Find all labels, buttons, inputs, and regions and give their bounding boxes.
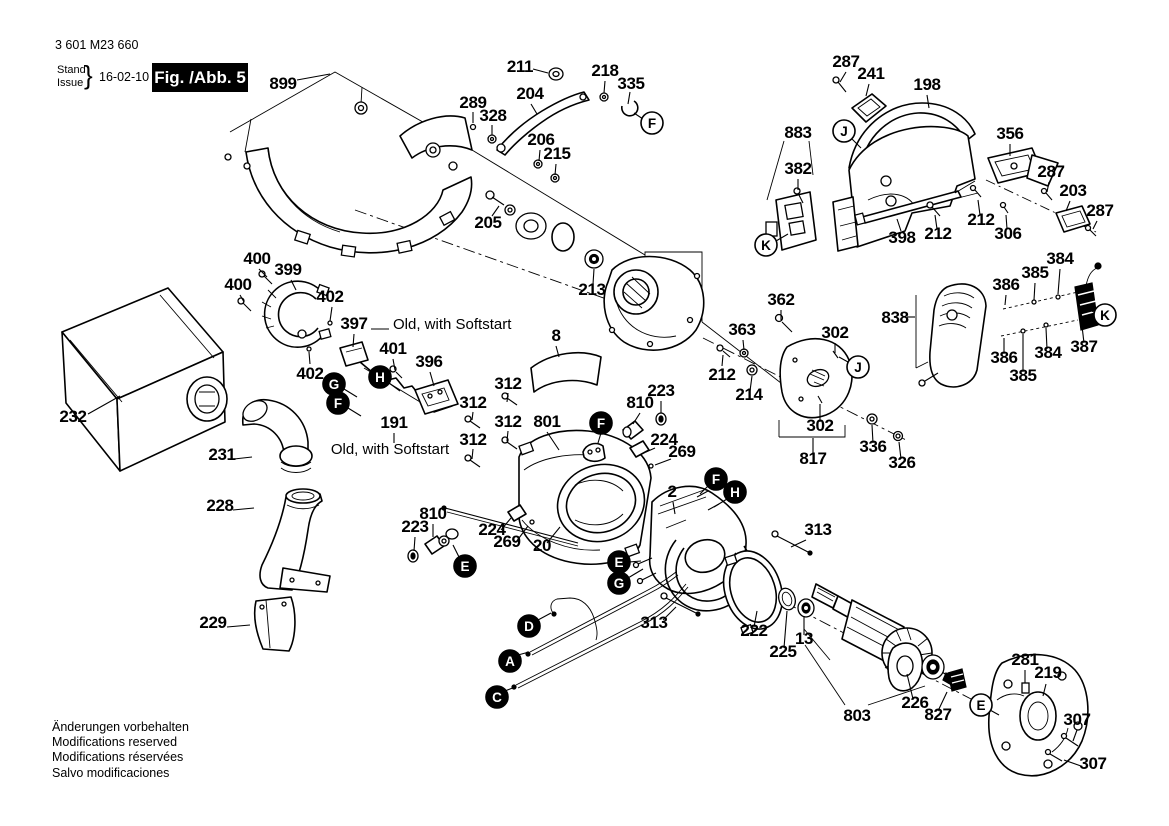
badge-letter: G: [613, 576, 625, 591]
part-label-287: 287: [832, 52, 860, 71]
pin-289: [471, 125, 476, 130]
part-label-213: 213: [578, 280, 606, 299]
ref-badge-k-outline: [1094, 304, 1116, 326]
part-label-386: 386: [990, 348, 1018, 367]
leader-12: [866, 84, 869, 96]
part-label-386: 386: [992, 275, 1020, 294]
leader-27: [330, 307, 332, 321]
part-label-810: 810: [626, 393, 654, 412]
screw-400a: [264, 276, 272, 284]
chute-228: [260, 489, 330, 592]
part-label-222: 222: [740, 621, 768, 640]
leader-0: [297, 74, 330, 80]
leader-2: [604, 81, 605, 93]
part-label-13: 13: [794, 629, 814, 648]
screw-400b: [243, 303, 251, 311]
part-label-883: 883: [784, 123, 812, 142]
part-label-313: 313: [804, 520, 832, 539]
part-label-398: 398: [888, 228, 916, 247]
part-label-396: 396: [415, 352, 443, 371]
leader-1: [533, 69, 548, 73]
badge-leader-15: [538, 613, 551, 620]
brace-glyph: }: [84, 60, 93, 90]
part-label-801: 801: [533, 412, 561, 431]
part-label-287: 287: [1086, 201, 1114, 220]
leader-51: [414, 537, 415, 551]
part-label-2: 2: [667, 482, 677, 501]
part-label-328: 328: [479, 106, 507, 125]
pin-281: [1022, 683, 1029, 693]
leader-36: [234, 457, 252, 459]
part-label-356: 356: [996, 124, 1024, 143]
badge-letter: E: [460, 559, 470, 574]
part-label-313: 313: [640, 613, 668, 632]
drive-ring: [552, 223, 574, 251]
ref-badge-e-filled: [454, 555, 476, 577]
elbow-231: [239, 396, 312, 472]
part-label-211: 211: [506, 57, 534, 76]
badge-letter: K: [1100, 308, 1110, 323]
badge-letter: F: [333, 396, 343, 411]
badge-letter: H: [730, 485, 740, 500]
footer-line-en: Modifications reserved: [52, 735, 178, 750]
part-label-385: 385: [1009, 366, 1037, 385]
cover-sheet-8: [531, 353, 601, 392]
ref-badge-j-outline: [847, 356, 869, 378]
leader-3: [628, 92, 630, 104]
part-label-214: 214: [735, 385, 763, 404]
ref-badge-f-filled: [327, 392, 349, 414]
pin-402b: [307, 347, 311, 351]
leader-37: [233, 508, 254, 510]
part-label-384: 384: [1046, 249, 1074, 268]
part-label-399: 399: [274, 260, 302, 279]
part-label-306: 306: [994, 224, 1022, 243]
leader-19: [1093, 221, 1097, 229]
part-label-212: 212: [967, 210, 995, 229]
badge-leader-13: [629, 561, 641, 562]
part-label-312: 312: [494, 412, 522, 431]
leader-67: [1058, 269, 1060, 294]
inner-guard: [604, 257, 704, 351]
badge-leader-14: [628, 569, 643, 578]
part-label-226: 226: [901, 693, 929, 712]
part-label-385: 385: [1021, 263, 1049, 282]
part-label-312: 312: [459, 430, 487, 449]
part-label-401: 401: [379, 339, 407, 358]
badge-letter: G: [328, 377, 340, 392]
part-label-224: 224: [650, 430, 678, 449]
badge-letter: E: [614, 555, 624, 570]
part-label-400: 400: [224, 275, 252, 294]
screw-287: [838, 82, 846, 92]
pin-306: [1004, 207, 1008, 213]
ref-badge-e-outline: [970, 694, 992, 716]
badge-letter: F: [596, 416, 606, 431]
ref-badge-h-filled: [724, 481, 746, 503]
badge-letter: H: [375, 370, 385, 385]
part-label-212: 212: [708, 365, 736, 384]
badge-letter: E: [976, 698, 986, 713]
leader-55: [791, 540, 806, 547]
part-label-269: 269: [493, 532, 521, 551]
dust-box: [62, 288, 227, 471]
part-label-336: 336: [859, 437, 887, 456]
leader-31: [430, 372, 434, 386]
part-label-204: 204: [516, 84, 544, 103]
part-label-312: 312: [459, 393, 487, 412]
part-label-810: 810: [419, 504, 447, 523]
badge-letter: K: [761, 238, 771, 253]
badge-leader-12: [453, 545, 459, 557]
part-label-307: 307: [1079, 754, 1107, 773]
ref-badge-c-filled: [486, 686, 508, 708]
leader-7: [539, 150, 540, 161]
part-label-191: 191: [380, 413, 408, 432]
part-label-363: 363: [728, 320, 756, 339]
part-label-223: 223: [647, 381, 675, 400]
part-label-231: 231: [208, 445, 236, 464]
part-label-205: 205: [474, 213, 502, 232]
ref-badge-f-filled: [590, 412, 612, 434]
leader-8: [555, 164, 556, 175]
ref-badge-h-filled: [369, 366, 391, 388]
part-label-326: 326: [888, 453, 916, 472]
deflector-229: [255, 597, 295, 651]
badge-leader-8: [348, 408, 361, 416]
leader-6: [531, 104, 537, 114]
part-label-8: 8: [551, 326, 561, 345]
part-label-198: 198: [913, 75, 941, 94]
leader-43: [472, 449, 473, 459]
badge-letter: A: [505, 654, 515, 669]
part-label-224: 224: [478, 520, 506, 539]
part-label-312: 312: [494, 374, 522, 393]
part-label-225: 225: [769, 642, 797, 661]
part-label-899: 899: [269, 74, 297, 93]
leader-69: [1005, 295, 1006, 305]
part-label-228: 228: [206, 496, 234, 515]
lower-guard: [225, 102, 472, 257]
part-label-229: 229: [199, 613, 227, 632]
document-number: 3 601 M23 660: [55, 38, 139, 52]
footer-line-es: Salvo modificaciones: [52, 765, 170, 780]
part-label-838: 838: [881, 308, 909, 327]
footer-line-de: Änderungen vorbehalten: [52, 720, 189, 734]
switch-883: [776, 192, 816, 250]
ref-badge-f-outline: [641, 112, 663, 134]
part-label-269: 269: [668, 442, 696, 461]
part-label-384: 384: [1034, 343, 1062, 362]
leader-41: [472, 412, 473, 420]
part-label-289: 289: [459, 93, 487, 112]
badge-letter: F: [711, 472, 721, 487]
ref-badge-j-outline: [833, 120, 855, 142]
depth-lever-assembly: [471, 68, 638, 182]
clamp-399: [238, 271, 332, 351]
part-label-281: 281: [1011, 650, 1039, 669]
part-label-302: 302: [821, 323, 849, 342]
leader-38: [227, 625, 250, 627]
issue-label: Issue: [57, 76, 84, 89]
leader-11: [840, 72, 846, 82]
badge-letter: J: [840, 124, 848, 139]
part-label-827: 827: [924, 705, 952, 724]
module-396: [415, 380, 458, 414]
part-label-215: 215: [543, 144, 571, 163]
part-label-241: 241: [857, 64, 885, 83]
badge-letter: D: [524, 619, 534, 634]
part-label-803: 803: [843, 706, 871, 725]
stand-label: Stand: [57, 64, 86, 76]
part-label-335: 335: [617, 74, 645, 93]
part-label-362: 362: [767, 290, 795, 309]
part-label-218: 218: [591, 61, 619, 80]
part-label-382: 382: [784, 159, 812, 178]
part-label-400: 400: [243, 249, 271, 268]
leader-68: [1034, 283, 1035, 300]
module-387: [1075, 283, 1098, 330]
ref-badge-g-filled: [323, 373, 345, 395]
part-label-223: 223: [401, 517, 429, 536]
badge-letter: J: [854, 360, 862, 375]
badge-letter: C: [492, 690, 502, 705]
issue-date: 16-02-10: [99, 70, 150, 84]
part-label-206: 206: [527, 130, 555, 149]
part-label-402: 402: [316, 287, 344, 306]
part-label-817: 817: [799, 449, 827, 468]
ref-badge-e-filled: [608, 551, 630, 573]
part-label-302: 302: [806, 416, 834, 435]
part-label-287: 287: [1037, 162, 1065, 181]
part-label-232: 232: [59, 407, 87, 426]
part-label-402: 402: [296, 364, 324, 383]
ref-badge-g-filled: [608, 572, 630, 594]
part-label-219: 219: [1034, 663, 1062, 682]
part-label-387: 387: [1070, 337, 1098, 356]
pin-402a: [328, 321, 332, 325]
flange-set: [486, 191, 603, 268]
part-label-212: 212: [924, 224, 952, 243]
footer-line-fr: Modifications réservées: [52, 750, 184, 765]
leader-32: [309, 352, 310, 364]
badge-letter: F: [647, 116, 657, 131]
part-label-307: 307: [1063, 710, 1091, 729]
part-label-397: 397: [340, 314, 368, 333]
screw-212c: [717, 345, 723, 351]
part-label-20: 20: [532, 536, 552, 555]
note-old-with-softstart: Old, with Softstart: [393, 316, 512, 333]
ref-badge-f-filled: [705, 468, 727, 490]
badge-leader-7: [389, 383, 400, 391]
ref-badge-d-filled: [518, 615, 540, 637]
ref-badge-k-outline: [755, 234, 777, 256]
note-old-with-softstart: Old, with Softstart: [330, 441, 450, 458]
part-label-203: 203: [1059, 181, 1087, 200]
figure-label: Fig. /Abb. 5: [152, 63, 248, 92]
ref-badge-a-filled: [499, 650, 521, 672]
